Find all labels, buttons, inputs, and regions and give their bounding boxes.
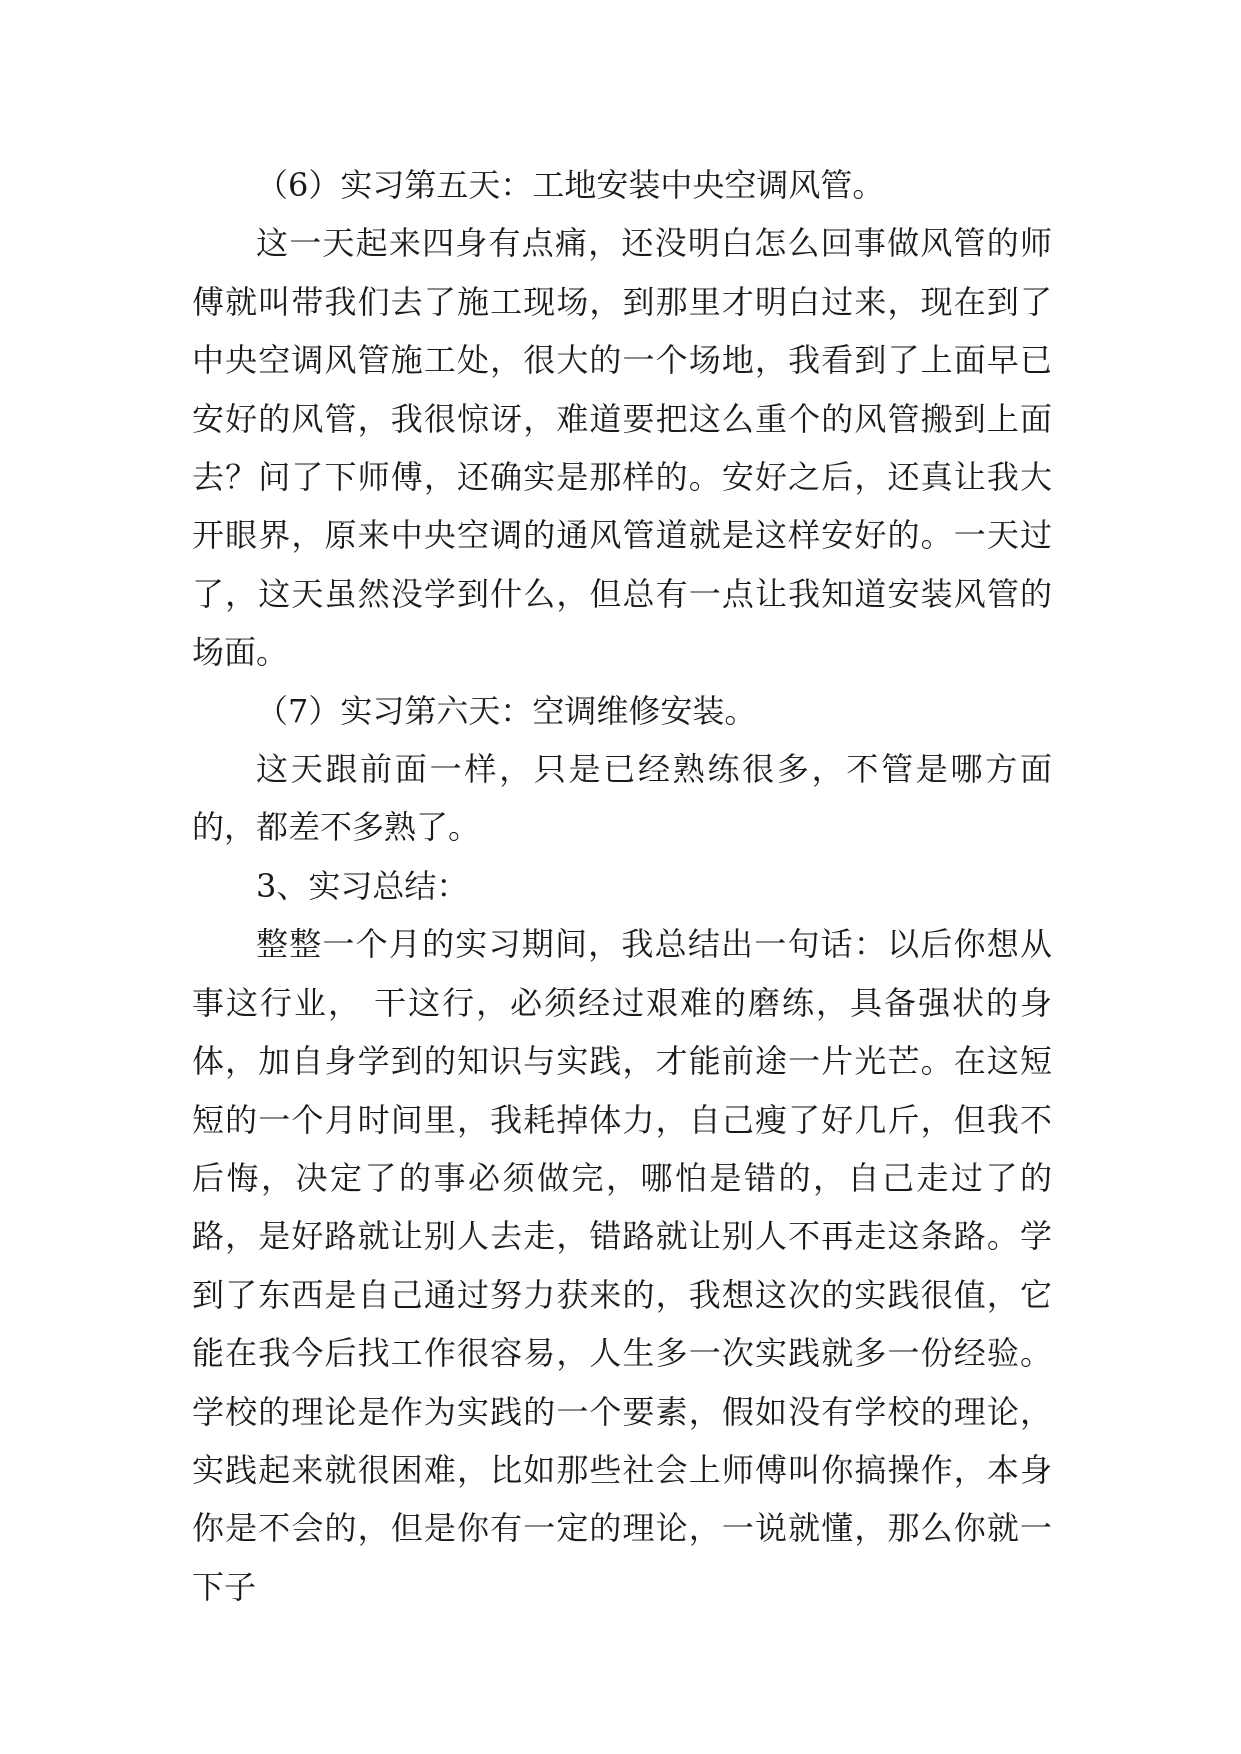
section-heading-day5: （6）实习第五天：工地安装中央空调风管。	[256, 166, 885, 204]
section-heading-day6: （7）实习第六天：空调维修安装。	[256, 691, 757, 730]
document-body	[192, 156, 1052, 1616]
paragraph-day5: 这一天起来四身有点痛，还没明白怎么回事做风管的师傅就叫带我们去了施工现场，到那里才明白过来，现在到了中央空调风管施工处，很大的一个场地，我看到了上面早已安好的风管，我很惊讶，难道要把这么重个的风管搬到上面去？问了下师傅，还确实是那样的。安好之后，还真让我大开眼界，原来中央空调的通风管道就是这样安好的。一天过了，这天虽然没学到什么，但总有一点让我知道安装风管的场面。	[192, 224, 1052, 672]
section-heading-summary: 3、实习总结：	[256, 866, 469, 905]
paragraph-summary: 整整一个月的实习期间，我总结出一句话：以后你想从事这行业， 干这行，必须经过艰难的磨练，具备强状的身体，加自身学到的知识与实践，才能前途一片光芒。在这短短的一个月时间里，我耗掉体力，自己瘦了好几斤，但我不后悔，决定了的事必须做完，哪怕是错的，自己走过了的路，是好路就让别人去走，错路就让别人不再走这条路。学到了东西是自己通过努力获来的，我想这次的实践很值，它能在我今后找工作很容易，人生多一次实践就多一份经验。学校的理论是作为实践的一个要素，假如没有学校的理论，实践起来就很困难，比如那些社会上师傅叫你搞操作，本身你是不会的，但是你有一定的理论，一说就懂，那么你就一下子	[192, 925, 1052, 1606]
paragraph-day6: 这天跟前面一样，只是已经熟练很多，不管是哪方面的，都差不多熟了。	[192, 750, 1052, 847]
